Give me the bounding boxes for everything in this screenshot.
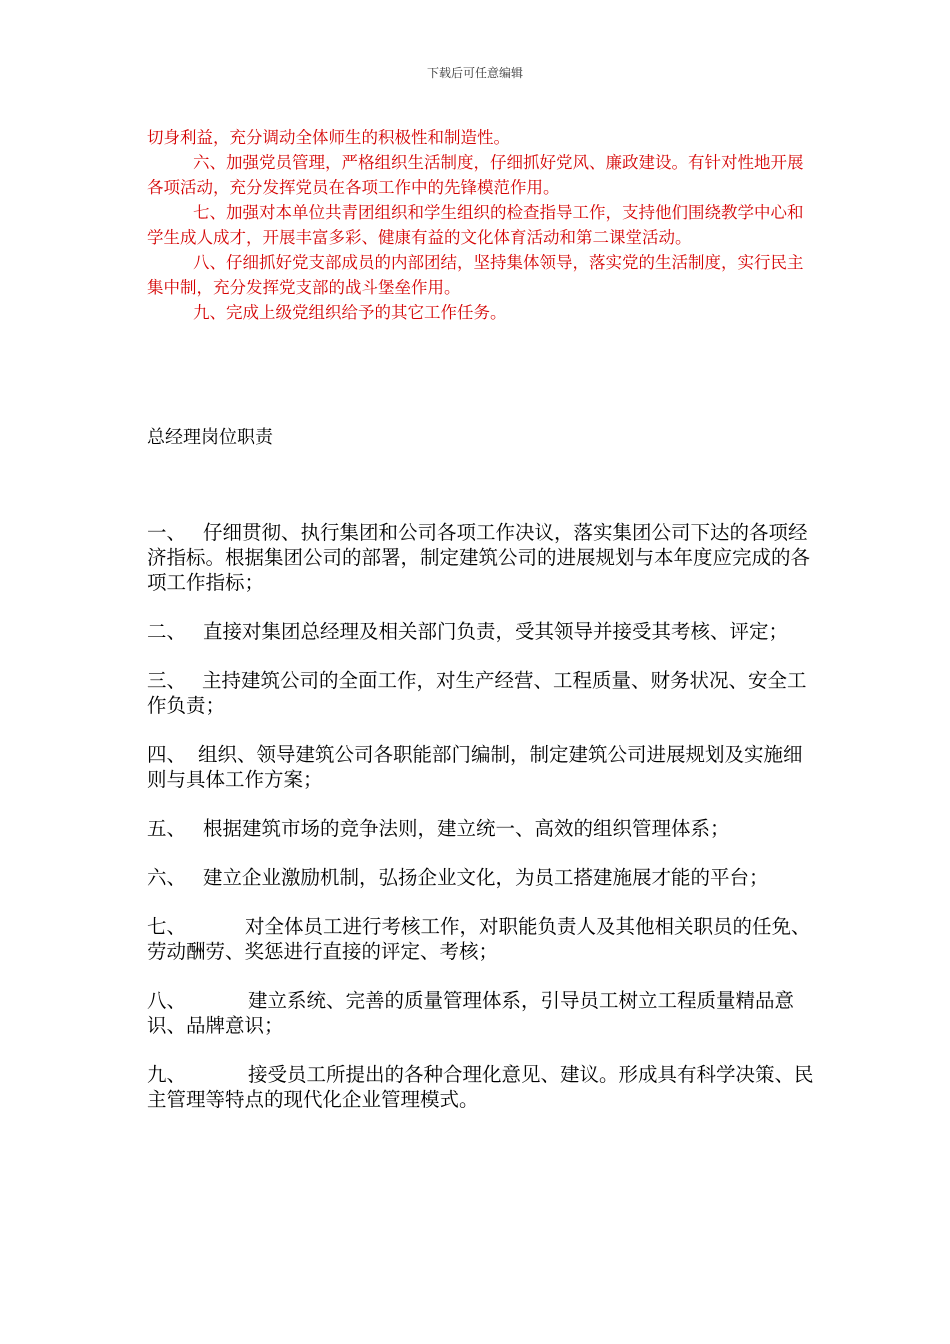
duty-item — [147, 742, 815, 792]
page-header: 下载后可任意编辑 — [426, 66, 523, 80]
duty-item — [147, 816, 815, 841]
duty-text: 根据建筑市场的竞争法则，建立统一、高效的组织管理体系； — [203, 817, 730, 840]
duty-number: 二、 — [147, 620, 187, 643]
duty-number: 四、 — [147, 743, 187, 766]
duty-item — [147, 865, 815, 890]
duty-item — [147, 914, 815, 964]
duty-number: 九、 — [147, 1063, 187, 1086]
duty-text: 建立系统、完善的质量管理体系，引导员工树立工程质量精品意识、品牌意识； — [147, 989, 795, 1037]
duty-item — [147, 1062, 815, 1112]
duty-text: 接受员工所提出的各种合理化意见、建议。形成具有科学决策、民主管理等特点的现代化企业管理模式。 — [147, 1063, 814, 1111]
duty-item — [147, 520, 815, 595]
party-duty-paragraph: 七、加强对本单位共青团组织和学生组织的检查指导工作，支持他们围绕教学中心和学生成人成才，开展丰富多彩、健康有益的文化体育活动和第二课堂活动。 — [147, 203, 804, 247]
duty-text: 主持建筑公司的全面工作，对生产经营、工程质量、财务状况、安全工作负责； — [147, 669, 807, 717]
duty-text: 直接对集团总经理及相关部门负责，受其领导并接受其考核、评定； — [203, 620, 789, 643]
duty-number: 三、 — [147, 669, 187, 692]
duty-number: 八、 — [147, 989, 187, 1012]
party-duty-paragraph: 八、仔细抓好党支部成员的内部团结，坚持集体领导，落实党的生活制度，实行民主集中制，充分发挥党支部的战斗堡垒作用。 — [147, 253, 804, 297]
party-duty-paragraph: 六、加强党员管理，严格组织生活制度，仔细抓好党风、廉政建设。有针对性地开展各项活动，充分发挥党员在各项工作中的先锋模范作用。 — [147, 153, 804, 197]
section-title: 总经理岗位职责 — [147, 427, 273, 448]
duty-text: 对全体员工进行考核工作，对职能负责人及其他相关职员的任免、劳动酬劳、奖惩进行直接的评定、考核； — [147, 915, 811, 963]
party-duties-section — [147, 125, 807, 325]
duty-text: 仔细贯彻、执行集团和公司各项工作决议，落实集团公司下达的各项经济指标。根据集团公司的部署，制定建筑公司的进展规划与本年度应完成的各项工作指标； — [147, 521, 811, 594]
party-duty-paragraph: 切身利益，充分调动全体师生的积极性和制造性。 — [147, 128, 510, 147]
duty-item — [147, 619, 815, 644]
duty-number: 五、 — [147, 817, 187, 840]
duties-list — [147, 520, 815, 1136]
duty-item — [147, 668, 815, 718]
duty-number: 七、 — [147, 915, 187, 938]
party-duty-paragraph: 九、完成上级党组织给予的其它工作任务。 — [193, 303, 507, 322]
duty-text: 组织、领导建筑公司各职能部门编制，制定建筑公司进展规划及实施细则与具体工作方案； — [147, 743, 803, 791]
duty-number: 一、 — [147, 521, 187, 544]
duty-number: 六、 — [147, 866, 187, 889]
duty-item — [147, 988, 815, 1038]
duty-text: 建立企业激励机制，弘扬企业文化，为员工搭建施展才能的平台； — [203, 866, 769, 889]
